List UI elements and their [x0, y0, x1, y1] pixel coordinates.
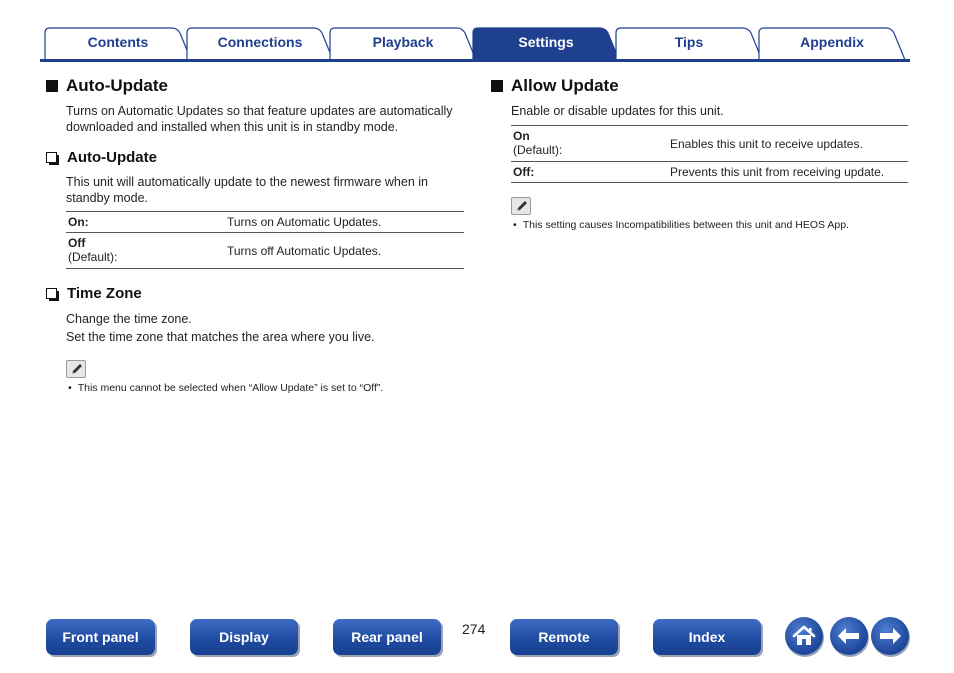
display-button[interactable]: Display: [190, 619, 298, 655]
section-heading-text: Allow Update: [511, 76, 619, 95]
home-button[interactable]: [785, 617, 823, 655]
subheading-time-zone: [46, 285, 142, 302]
front-panel-button[interactable]: Front panel: [46, 619, 155, 655]
pencil-note-icon: [511, 197, 531, 215]
intro-line: downloaded and installed when this unit is in standby mode.: [66, 120, 399, 134]
tab-settings[interactable]: [472, 27, 620, 60]
option-key: On (Default):: [513, 129, 563, 157]
tab-playback[interactable]: [329, 27, 477, 60]
tab-label: Tips: [674, 34, 704, 50]
home-icon: [785, 617, 823, 655]
tab-label: Contents: [87, 34, 149, 50]
option-value: Enables this unit to receive updates.: [670, 136, 863, 151]
tab-label: Settings: [518, 34, 574, 50]
tab-connections[interactable]: [186, 27, 334, 60]
note-text: This menu cannot be selected when “Allow Update” is set to “Off”.: [77, 382, 384, 394]
page-number: 274: [462, 621, 486, 637]
option-key: Off:: [513, 165, 535, 179]
intro-line: Turns on Automatic Updates so that feature updates are automatically: [66, 104, 453, 118]
remote-button[interactable]: Remote: [510, 619, 618, 655]
table-row: [66, 233, 464, 269]
option-value: Turns on Automatic Updates.: [227, 215, 382, 229]
allow-update-intro: Enable or disable updates for this unit.: [511, 104, 724, 118]
note-text: This setting causes Incompatibilities between this unit and HEOS App.: [522, 219, 849, 231]
square-bullet-icon: [491, 80, 503, 92]
table-row: [511, 126, 908, 162]
tab-label: Playback: [372, 34, 434, 50]
pencil-note-icon: [66, 360, 86, 378]
option-key: On:: [68, 215, 89, 229]
auto-update-options-table: [66, 211, 464, 269]
arrow-left-icon: [830, 617, 868, 655]
section-heading-auto-update: [46, 76, 168, 96]
table-row: [511, 162, 908, 183]
auto-update-description: [66, 174, 456, 206]
description-line: Set the time zone that matches the area where you live.: [66, 330, 375, 344]
tab-baseline: [40, 59, 910, 62]
tab-contents[interactable]: [44, 27, 192, 60]
subheading-auto-update: [46, 149, 157, 166]
box-bullet-icon: [46, 152, 57, 163]
description-line: Change the time zone.: [66, 312, 192, 326]
allow-update-options-table: [511, 125, 908, 183]
tab-bar: [40, 26, 910, 62]
option-key: Off (Default):: [68, 236, 118, 264]
section-heading-text: Auto-Update: [66, 76, 168, 95]
tab-tips[interactable]: [615, 27, 763, 60]
forward-button[interactable]: [871, 617, 909, 655]
option-value: Turns off Automatic Updates.: [227, 243, 382, 258]
rear-panel-button[interactable]: Rear panel: [333, 619, 441, 655]
description-line: This unit will automatically update to the newest firmware when in: [66, 175, 428, 189]
time-zone-note: • This menu cannot be selected when “Allow Update” is set to “Off”.: [68, 382, 384, 394]
box-bullet-icon: [46, 288, 57, 299]
time-zone-description: [66, 310, 456, 346]
section-heading-allow-update: [491, 76, 619, 96]
allow-update-note: • This setting causes Incompatibilities between this unit and HEOS App.: [513, 219, 849, 231]
auto-update-intro: [66, 103, 466, 135]
subheading-text: Time Zone: [67, 285, 142, 302]
option-value: Prevents this unit from receiving update.: [670, 165, 885, 179]
index-button[interactable]: Index: [653, 619, 761, 655]
tab-label: Appendix: [800, 34, 864, 50]
square-bullet-icon: [46, 80, 58, 92]
table-row: [66, 212, 464, 233]
subheading-text: Auto-Update: [67, 149, 157, 166]
description-line: standby mode.: [66, 191, 148, 205]
arrow-right-icon: [871, 617, 909, 655]
tab-label: Connections: [217, 34, 303, 50]
back-button[interactable]: [830, 617, 868, 655]
tab-appendix[interactable]: [758, 27, 906, 60]
